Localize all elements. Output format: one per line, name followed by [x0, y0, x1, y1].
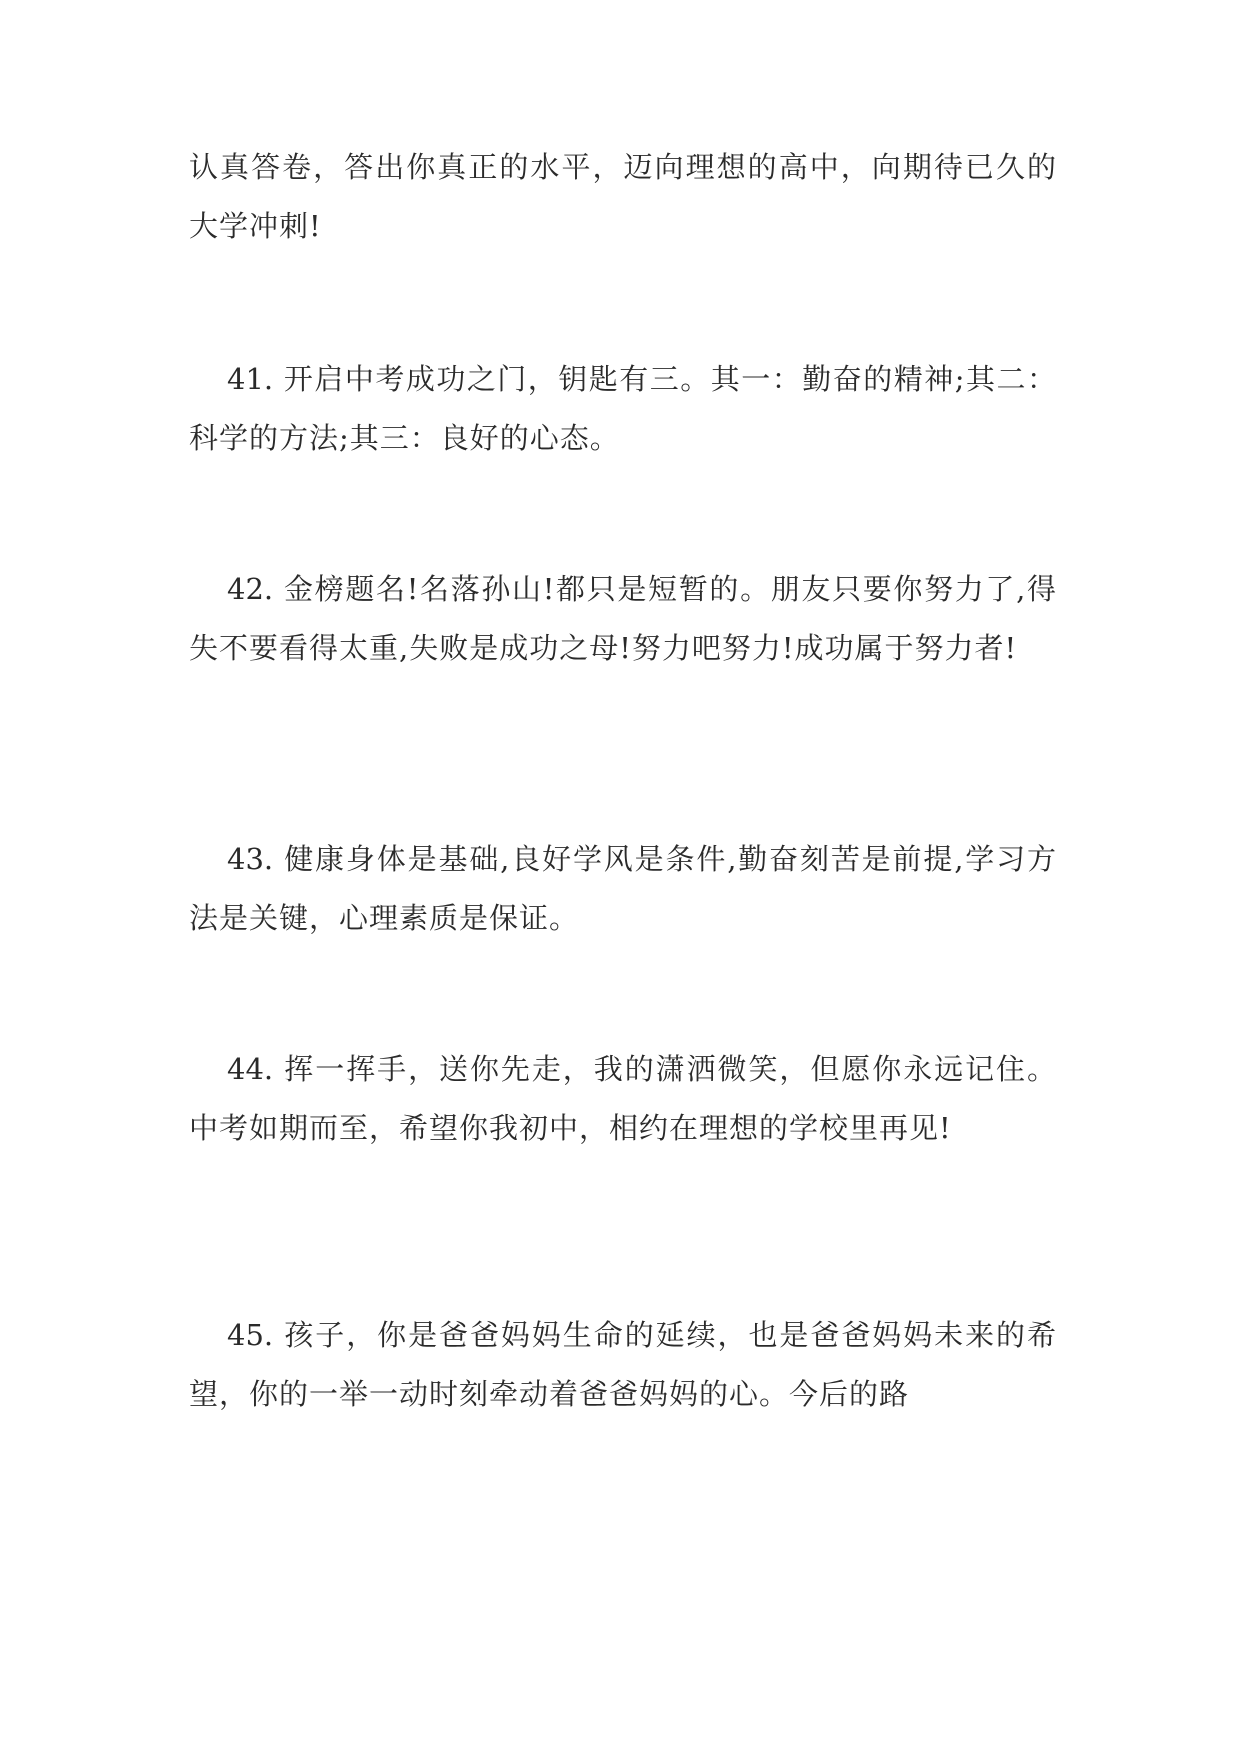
- paragraph-text: 挥一挥手，送你先走，我的潇洒微笑，但愿你永远记住。中考如期而至，希望你我初中，相约在理想的学校里再见!: [189, 1052, 1057, 1145]
- paragraph-number: 43.: [227, 842, 274, 876]
- paragraph-41: [189, 350, 1057, 468]
- paragraph-45: [189, 1306, 1057, 1424]
- paragraph-text: 开启中考成功之门，钥匙有三。其一：勤奋的精神;其二：科学的方法;其三：良好的心态。: [189, 362, 1057, 455]
- paragraph-42: [189, 560, 1057, 678]
- paragraph-number: 42.: [227, 572, 274, 606]
- paragraph-44: [189, 1040, 1057, 1158]
- paragraph-text: 健康身体是基础,良好学风是条件,勤奋刻苦是前提,学习方法是关键，心理素质是保证。: [189, 842, 1058, 935]
- paragraph-number: 41.: [227, 362, 274, 396]
- paragraph-43: [189, 830, 1057, 948]
- paragraph-text: 认真答卷，答出你真正的水平，迈向理想的高中，向期待已久的大学冲刺!: [189, 150, 1057, 243]
- paragraph-continuation: [189, 138, 1057, 256]
- paragraph-number: 44.: [227, 1052, 274, 1086]
- paragraph-number: 45.: [227, 1318, 274, 1352]
- paragraph-text: 孩子，你是爸爸妈妈生命的延续，也是爸爸妈妈未来的希望，你的一举一动时刻牵动着爸爸妈妈的心。今后的路: [189, 1318, 1057, 1411]
- paragraph-text: 金榜题名!名落孙山!都只是短暂的。朋友只要你努力了,得失不要看得太重,失败是成功之母!努力吧努力!成功属于努力者!: [189, 572, 1057, 665]
